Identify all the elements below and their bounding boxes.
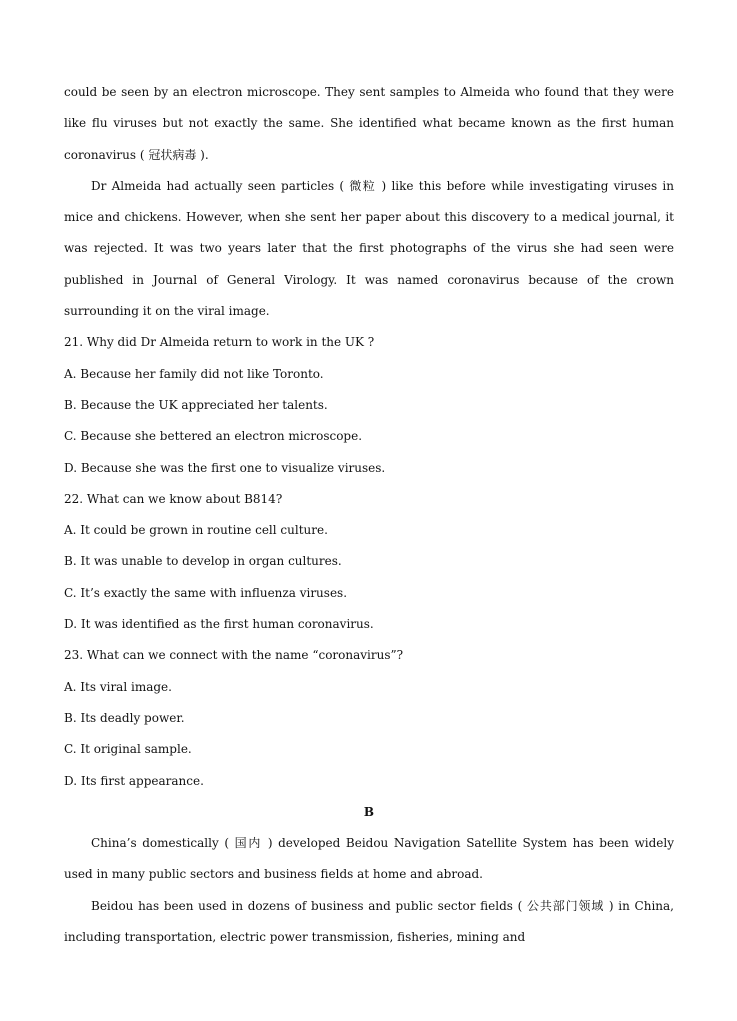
- question-stem: 22. What can we know about B814?: [64, 491, 283, 506]
- passage-paragraph: could be seen by an electron microscope. They sent samples to Almeida who found that they were like flu viruses but not exactly the same. She identified what became known as the first human coronavirus ( 冠状病毒 ).: [64, 85, 674, 162]
- answer-option: D. It was identified as the first human coronavirus.: [64, 617, 374, 632]
- question-21: [64, 327, 674, 483]
- answer-option: A. It could be grown in routine cell culture.: [64, 523, 328, 538]
- passage-paragraph: Dr Almeida had actually seen particles ( 微粒 ) like this before while investigating viruses in mice and chickens. However, when she sent her paper about this discovery to a medical journal, it was rejected. It was two years later that the first photographs of the virus she had seen were published in Journal of General Virology. It was named coronavirus because of the crown surrounding it on the viral image.: [64, 178, 674, 319]
- answer-option: B. Its deadly power.: [64, 710, 185, 725]
- question-stem: 21. Why did Dr Almeida return to work in the UK ?: [64, 335, 375, 350]
- answer-option: C. It’s exactly the same with influenza viruses.: [64, 585, 348, 600]
- question-23: [64, 640, 674, 796]
- answer-option: D. Its first appearance.: [64, 773, 204, 788]
- question-22: [64, 484, 674, 640]
- answer-option: D. Because she was the first one to visualize viruses.: [64, 460, 386, 475]
- passage-paragraph: Beidou has been used in dozens of business and public sector fields ( 公共部门领域 ) in China, including transportation, electric power transmission, fisheries, mining and: [64, 898, 674, 945]
- answer-option: B. Because the UK appreciated her talents.: [64, 397, 328, 412]
- answer-option: B. It was unable to develop in organ cultures.: [64, 554, 342, 569]
- answer-option: C. Because she bettered an electron microscope.: [64, 429, 363, 444]
- section-heading: B: [363, 804, 375, 819]
- question-stem: 23. What can we connect with the name “coronavirus”?: [64, 648, 404, 663]
- answer-option: A. Because her family did not like Toronto.: [64, 366, 324, 381]
- passage-paragraph: China’s domestically ( 国内 ) developed Beidou Navigation Satellite System has been widely used in many public sectors and business fields at home and abroad.: [64, 836, 674, 882]
- document-page: [64, 77, 674, 953]
- answer-option: A. Its viral image.: [64, 679, 172, 694]
- answer-option: C. It original sample.: [64, 742, 192, 757]
